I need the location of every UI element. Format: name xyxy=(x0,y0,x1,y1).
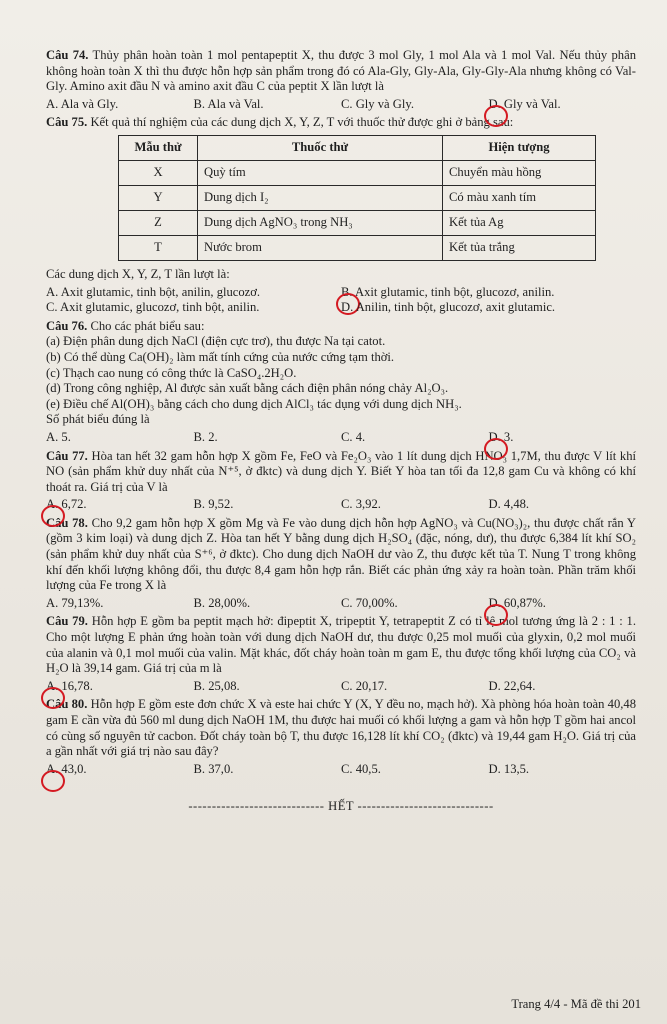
experiment-table-wrap xyxy=(118,135,636,261)
option-text: A. 16,78. xyxy=(46,678,93,693)
question-number: Câu 77. xyxy=(46,448,88,463)
option-text: D. 3. xyxy=(488,429,514,444)
exam-content xyxy=(46,48,636,815)
option-text: D. Gly và Val. xyxy=(488,96,561,111)
option-b[interactable]: B. 9,52. xyxy=(193,497,234,512)
question-number: Câu 80. xyxy=(46,697,88,712)
option-c[interactable]: C. 70,00%. xyxy=(341,595,398,610)
option-text: A. 6,72. xyxy=(46,497,87,512)
table-cell: Y xyxy=(119,185,198,210)
answer-options xyxy=(46,430,636,446)
end-marker: ----------------------------- HẾT ----------------------------- xyxy=(188,799,494,814)
question-75 xyxy=(46,115,636,315)
option-text: A. 43,0. xyxy=(46,761,87,776)
option-a[interactable] xyxy=(46,679,194,695)
question-74 xyxy=(46,48,636,112)
option-d[interactable] xyxy=(489,430,637,446)
option-d[interactable] xyxy=(489,97,637,113)
question-text: Cho 9,2 gam hỗn hợp X gồm Mg và Fe vào dung dịch hỗn hợp AgNO₃ và Cu(NO₃)₂, thu được chất rắn Y (gồm 3 kim loại) và dung dịch Z. Hòa tan hết Y bằng dung dịch H₂SO₄ (đặc, nóng, dư), thu được 6,384 lít khí SO₂ (sản phẩm khử duy nhất của S⁺⁶, ở đktc). Cho dung dịch NaOH dư vào Z, thu được kết tủa T. Nung T trong không khí đến khối lượng không đổi, thu được 8,4 gam hỗn hợp rắn. Biết các phản ứng xảy ra hoàn toàn. Phần trăm khối lượng của Fe trong X là xyxy=(46,515,636,593)
question-number: Câu 78. xyxy=(46,515,88,530)
option-d[interactable] xyxy=(489,596,637,612)
option-a[interactable] xyxy=(46,497,194,513)
option-b[interactable]: B. 28,00%. xyxy=(193,595,251,610)
option-b[interactable]: B. 25,08. xyxy=(193,678,240,693)
option-a[interactable]: A. Ala và Gly. xyxy=(46,96,119,111)
question-number: Câu 75. xyxy=(46,115,88,130)
option-text: D. 60,87%. xyxy=(488,595,546,610)
question-76 xyxy=(46,319,636,446)
table-cell: Nước brom xyxy=(198,235,443,260)
question-79-stem xyxy=(46,614,636,676)
table-cell: Z xyxy=(119,210,198,235)
question-77 xyxy=(46,449,636,513)
table-header-row xyxy=(119,135,596,160)
option-d[interactable]: D. 13,5. xyxy=(488,761,530,776)
question-text: Cho các phát biểu sau: xyxy=(90,318,205,333)
option-b[interactable] xyxy=(341,285,636,301)
question-75-stem xyxy=(46,115,636,131)
option-a[interactable]: A. 79,13%. xyxy=(46,595,104,610)
option-b[interactable]: B. 37,0. xyxy=(193,761,234,776)
option-d[interactable]: D. 22,64. xyxy=(488,678,536,693)
question-text: Kết quả thí nghiệm của các dung dịch X, Y, Z, T với thuốc thử được ghi ở bảng sau: xyxy=(90,115,514,130)
question-75-prompt: Các dung dịch X, Y, Z, T lần lượt là: xyxy=(46,266,230,281)
table-cell: T xyxy=(119,235,198,260)
question-text: Hòa tan hết 32 gam hỗn hợp X gồm Fe, FeO và Fe₂O₃ vào 1 lít dung dịch HNO₃ 1,7M, thu được V lít khí NO (sản phẩm khử duy nhất của N⁺⁵, ở đktc) và dung dịch Y. Biết Y hòa tan tối đa 12,8 gam Cu và không có khí thoát ra. Giá trị của V là xyxy=(46,448,636,494)
answer-options xyxy=(46,596,636,612)
table-cell: Kết tủa Ag xyxy=(443,210,596,235)
table-header: Hiện tượng xyxy=(443,135,596,160)
answer-options xyxy=(46,285,636,316)
table-row xyxy=(119,235,596,260)
table-cell: Dung dịch I₂ xyxy=(198,185,443,210)
question-text: Hỗn hợp E gồm ba peptit mạch hở: đipeptit X, tripeptit Y, tetrapeptit Z có tỉ lệ mol tương ứng là 2 : 1 : 1. Cho một lượng E phản ứng hoàn toàn với dung dịch NaOH dư, thu được 0,25 mol muối của glyxin, 0,2 mol muối của alanin và 0,1 mol muối của valin. Mặt khác, đốt cháy hoàn toàn m gam E, thu được tổng khối lượng của CO₂ và H₂O là 39,14 gam. Giá trị của m là xyxy=(46,614,636,676)
answer-options xyxy=(46,497,636,513)
table-row xyxy=(119,160,596,185)
question-80-stem xyxy=(46,697,636,759)
table-cell: Quỳ tím xyxy=(198,160,443,185)
question-78-stem xyxy=(46,516,636,594)
question-76-stem xyxy=(46,319,636,335)
question-77-stem xyxy=(46,449,636,496)
answer-options xyxy=(46,762,636,778)
question-text: Hỗn hợp E gồm este đơn chức X và este hai chức Y (X, Y đều no, mạch hở). Xà phòng hóa hoàn toàn 40,48 gam E cần vừa đủ 560 ml dung dịch NaOH 1M, thu được hai muối có khối lượng a gam và hỗn hợp T gồm hai ancol có cùng số nguyên tử cacbon. Đốt cháy toàn bộ T, thu được 16,128 lít khí CO₂ (đktc) và 19,44 gam H₂O. Giá trị của a gần nhất với giá trị nào sau đây? xyxy=(46,697,636,759)
table-row xyxy=(119,185,596,210)
option-c[interactable]: C. Gly và Gly. xyxy=(341,96,414,111)
answer-options xyxy=(46,679,636,695)
answer-options xyxy=(46,97,636,113)
page-footer: Trang 4/4 - Mã đề thi 201 xyxy=(511,997,641,1011)
question-76-prompt: Số phát biểu đúng là xyxy=(46,412,150,427)
statement-item: (e) Điều chế Al(OH)₃ bằng cách cho dung dịch AlCl₃ tác dụng với dung dịch NH₃. xyxy=(46,396,462,411)
option-c[interactable]: C. 40,5. xyxy=(341,761,381,776)
option-a[interactable]: A. Axit glutamic, tinh bột, anilin, glucozơ. xyxy=(46,284,261,299)
option-a[interactable]: A. 5. xyxy=(46,429,71,444)
table-header: Mẫu thử xyxy=(119,135,198,160)
question-number: Câu 76. xyxy=(46,318,88,333)
table-cell: X xyxy=(119,160,198,185)
table-cell: Chuyển màu hồng xyxy=(443,160,596,185)
option-c[interactable]: C. Axit glutamic, glucozơ, tinh bột, anilin. xyxy=(46,300,260,315)
question-text: Thủy phân hoàn toàn 1 mol pentapeptit X, thu được 3 mol Gly, 1 mol Ala và 1 mol Val. Nếu thủy phân không hoàn toàn X thì thu được hỗn hợp sản phẩm trong đó có Ala-Gly, Gly-Ala, Gly-Gly-Ala nhưng không có Val-Gly. Amino axit đầu N và amino axit đầu C của peptit X lần lượt là xyxy=(46,48,636,94)
option-c[interactable]: C. 4. xyxy=(341,429,366,444)
option-c[interactable]: C. 3,92. xyxy=(341,497,381,512)
table-cell: Có màu xanh tím xyxy=(443,185,596,210)
question-74-stem xyxy=(46,48,636,95)
table-cell: Kết tủa trắng xyxy=(443,235,596,260)
statement-item: (a) Điện phân dung dịch NaCl (điện cực trơ), thu được Na tại catot. xyxy=(46,334,386,349)
option-text: B. Axit glutamic, tinh bột, glucozơ, anilin. xyxy=(341,284,555,299)
table-header: Thuốc thử xyxy=(198,135,443,160)
question-78 xyxy=(46,516,636,612)
statement-item: (b) Có thể dùng Ca(OH)₂ làm mất tính cứng của nước cứng tạm thời. xyxy=(46,349,395,364)
option-b[interactable]: B. Ala và Val. xyxy=(193,96,264,111)
statement-item: (d) Trong công nghiệp, Al được sản xuất bằng cách điện phân nóng chảy Al₂O₃. xyxy=(46,381,449,396)
statement-item: (c) Thạch cao nung có công thức là CaSO₄.2H₂O. xyxy=(46,365,297,380)
statement-list xyxy=(46,334,636,412)
option-a[interactable] xyxy=(46,762,194,778)
option-c[interactable]: C. 20,17. xyxy=(341,678,388,693)
option-d[interactable]: D. Anilin, tinh bột, glucozơ, axit glutamic. xyxy=(341,300,556,315)
experiment-table xyxy=(118,135,596,261)
table-cell: Dung dịch AgNO₃ trong NH₃ xyxy=(198,210,443,235)
question-79 xyxy=(46,614,636,694)
question-80 xyxy=(46,697,636,777)
option-b[interactable]: B. 2. xyxy=(193,429,218,444)
question-number: Câu 74. xyxy=(46,48,89,62)
option-d[interactable]: D. 4,48. xyxy=(488,497,530,512)
question-number: Câu 79. xyxy=(46,614,88,629)
table-row xyxy=(119,210,596,235)
